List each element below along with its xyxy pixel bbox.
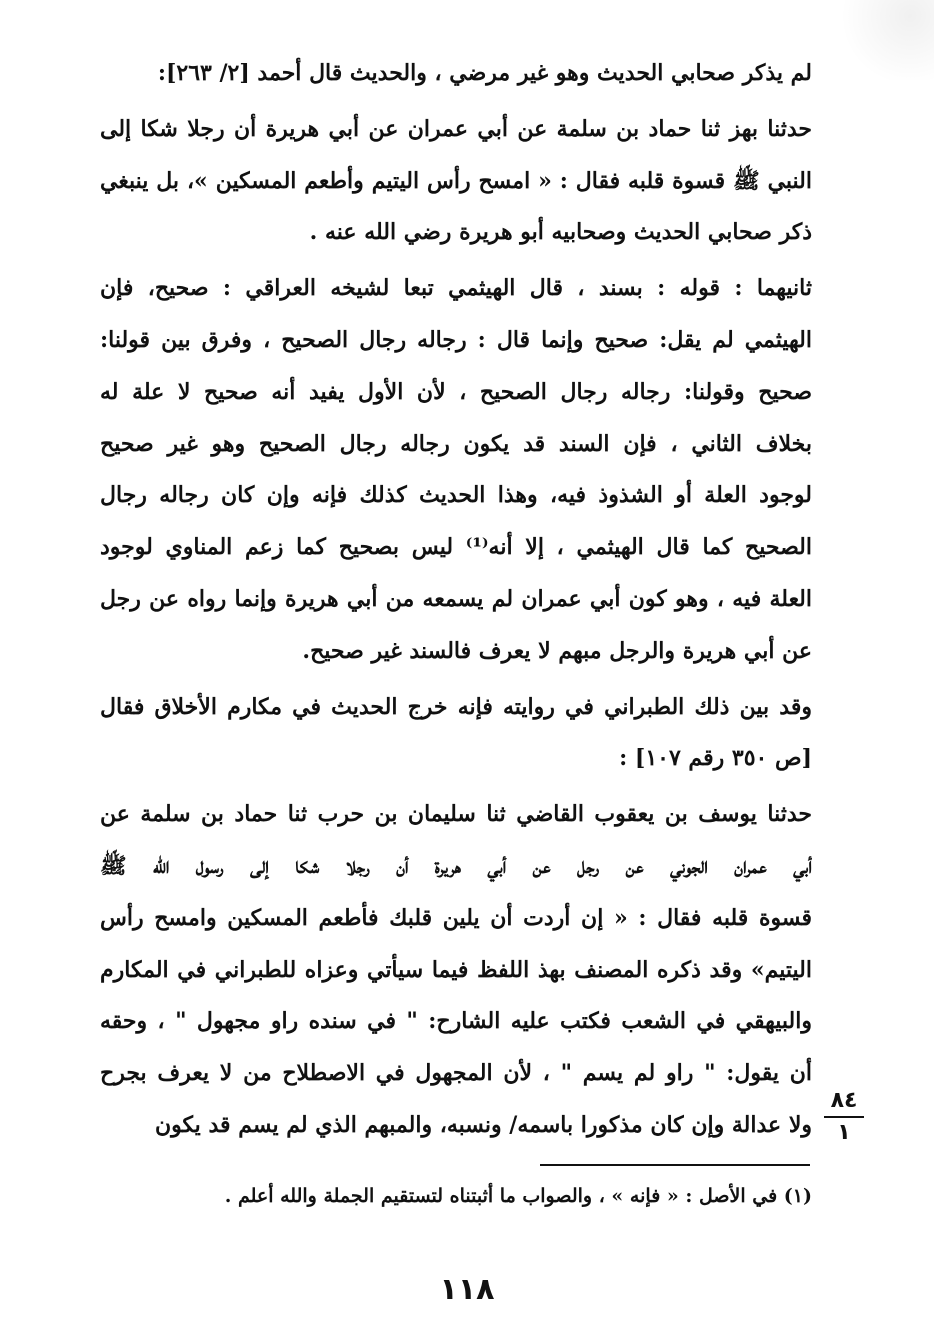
text-line: حدثنا بهز ثنا حماد بن سلمة عن أبي عمران عن أبي هريرة أن رجلا شكا إلى: [100, 115, 812, 142]
text-line: أن يقول: " راو لم يسم " ، لأن المجهول في الاصطلاح من لا يعرف بجرح: [100, 1060, 812, 1087]
text-line: بخلاف الثاني ، فإن السند قد يكون رجاله رجال الصحيح وهو غير صحيح: [100, 430, 812, 457]
text-line: ولا عدالة وإن كان مذكورا باسمه/ ونسبه، والمبهم الذي لم يسم قد يكون: [155, 1111, 812, 1138]
margin-marker-top: ٨٤: [830, 1088, 858, 1113]
page-number: ١١٨: [439, 1272, 495, 1307]
text-line: ذكر صحابي الحديث وصحابيه أبو هريرة رضي الله عنه .: [309, 219, 812, 246]
text-line: حدثنا يوسف بن يعقوب القاضي ثنا سليمان بن حرب ثنا حماد بن سلمة عن: [100, 801, 812, 828]
paragraph: [100, 104, 812, 259]
text-line: ثانيهما : قوله : بسند ، قال الهيثمي تبعا لشيخه العراقي : صحيح، فإن: [100, 275, 812, 302]
text-line: صحيح وقولنا: رجاله رجال الصحيح ، لأن الأول يفيد أنه صحيح لا علة له: [100, 378, 812, 405]
paragraph: [100, 263, 812, 677]
paragraph: [100, 48, 812, 100]
margin-page-marker: [822, 1088, 866, 1146]
text-line: لوجود العلة أو الشذوذ فيه، وهذا الحديث كذلك فإنه وإن كان رجاله رجال: [100, 482, 812, 509]
footnote-separator: [540, 1164, 810, 1166]
footnote: (١) في الأصل : « فإنه » ، والصواب ما أثبتناه لتستقيم الجملة والله أعلم .: [224, 1185, 812, 1207]
text-line: الهيثمي لم يقل: صحيح وإنما قال : رجاله رجال الصحيح ، وفرق بين قولنا:: [100, 326, 812, 353]
text-line: وقد بين ذلك الطبراني في روايته فإنه خرج الحديث في مكارم الأخلاق فقال: [100, 693, 812, 720]
text-line: العلة فيه ، وهو كون أبي عمران لم يسمعه من أبي هريرة وإنما رواه عن رجل: [100, 585, 812, 612]
margin-marker-rule: [824, 1116, 864, 1118]
text-line: عن أبي هريرة والرجل مبهم لا يعرف فالسند غير صحيح.: [302, 637, 812, 664]
text-line: الصحيح كما قال الهيثمي ، إلا أنه⁽¹⁾ ليس بصحيح كما زعم المناوي لوجود: [100, 534, 812, 561]
text-line: النبي ﷺ قسوة قلبه فقال : « امسح رأس اليتيم وأطعم المسكين »، بل ينبغي: [100, 167, 812, 194]
paragraph: [100, 789, 812, 1152]
text-line: لم يذكر صحابي الحديث وهو غير مرضي ، والحديث قال أحمد [٢/ ٢٦٣]:: [157, 60, 812, 86]
text-line: اليتيم» وقد ذكره المصنف بهذ اللفظ فيما سيأتي وعزاه للطبراني في المكارم: [100, 956, 812, 983]
margin-marker-bottom: ١: [837, 1120, 851, 1145]
text-line: أبي عمران الجوني عن رجل عن أبي هريرة أن رجلا شكا إلى رسول الله ﷺ: [100, 852, 812, 879]
text-line: قسوة قلبه فقال : « إن أردت أن يلين قلبك فأطعم المسكين وامسح رأس: [100, 904, 812, 931]
text-line: [ص ٣٥٠ رقم ١٠٧] :: [619, 745, 812, 772]
text-line: والبيهقي في الشعب فكتب عليه الشارح: " في سنده راو مجهول " ، وحقه: [100, 1008, 812, 1035]
main-text: [100, 48, 812, 1152]
scan-speckle: [814, 0, 934, 80]
paragraph: [100, 682, 812, 786]
